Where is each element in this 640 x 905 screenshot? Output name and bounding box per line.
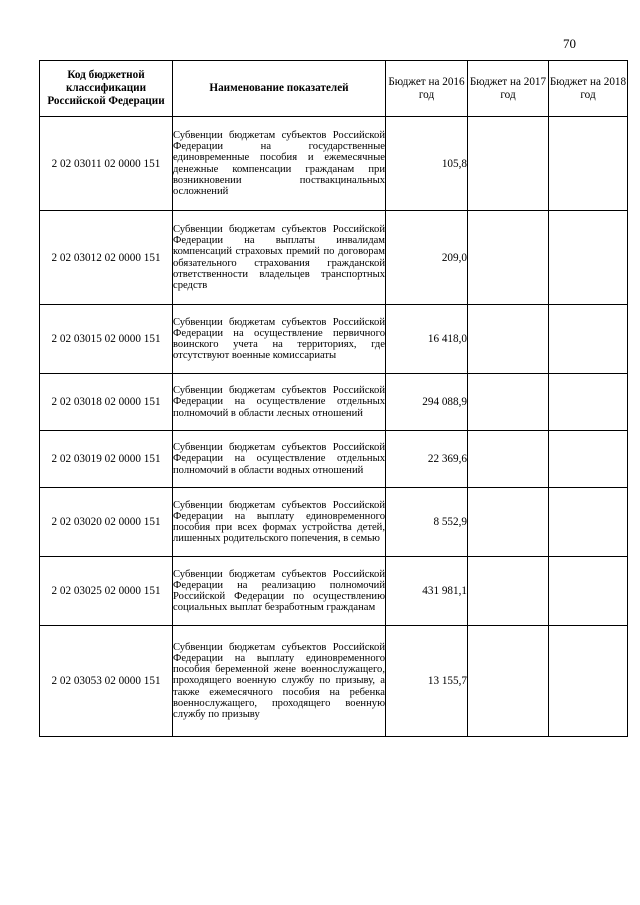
row-code: 2 02 03020 02 0000 151 [40, 488, 173, 557]
column-header-name: Наименование показателей [173, 61, 386, 117]
row-value-2017 [468, 211, 549, 305]
row-value-2017 [468, 431, 549, 488]
row-value-2017 [468, 374, 549, 431]
table-row [40, 305, 628, 374]
row-value-2016: 294 088,9 [386, 374, 468, 431]
row-value-2018 [549, 374, 628, 431]
row-code: 2 02 03053 02 0000 151 [40, 626, 173, 737]
row-value-2018 [549, 557, 628, 626]
row-value-2016: 105,8 [386, 117, 468, 211]
column-header-2016: Бюджет на 2016 год [386, 61, 468, 117]
row-value-2016: 8 552,9 [386, 488, 468, 557]
row-value-2018 [549, 488, 628, 557]
table-row [40, 557, 628, 626]
row-code: 2 02 03015 02 0000 151 [40, 305, 173, 374]
row-value-2017 [468, 305, 549, 374]
row-value-2017 [468, 557, 549, 626]
row-name: Субвенции бюджетам субъектов Российской Федерации на осуществление отдельных полномочий в области лесных отношений [173, 374, 386, 431]
row-name: Субвенции бюджетам субъектов Российской Федерации на государственные единовременные пособия и ежемесячные денежные компенсации гражданам при возникновении поствакцинальных осложнений [173, 117, 386, 211]
row-name: Субвенции бюджетам субъектов Российской Федерации на выплаты инвалидам компенсаций страховых премий по договорам обязательного страхования гражданской ответственности владельцев транспортных средств [173, 211, 386, 305]
row-value-2018 [549, 117, 628, 211]
column-header-code: Код бюджетной классификации Российской Федерации [40, 61, 173, 117]
budget-table [39, 60, 628, 737]
row-code: 2 02 03012 02 0000 151 [40, 211, 173, 305]
row-name: Субвенции бюджетам субъектов Российской Федерации на выплату единовременного пособия беременной жене военнослужащего, проходящего военную службу по призыву, а также ежемесячного пособия на ребенка военнослужащего, проходящего военную службу по призыву [173, 626, 386, 737]
row-name: Субвенции бюджетам субъектов Российской Федерации на реализацию полномочий Российской Федерации по осуществлению социальных выплат безработным гражданам [173, 557, 386, 626]
page-number: 70 [563, 36, 576, 51]
row-name: Субвенции бюджетам субъектов Российской Федерации на осуществление первичного воинского учета на территориях, где отсутствуют военные комиссариаты [173, 305, 386, 374]
row-value-2017 [468, 488, 549, 557]
row-value-2017 [468, 117, 549, 211]
row-code: 2 02 03025 02 0000 151 [40, 557, 173, 626]
row-code: 2 02 03019 02 0000 151 [40, 431, 173, 488]
row-value-2018 [549, 431, 628, 488]
row-code: 2 02 03011 02 0000 151 [40, 117, 173, 211]
table-row [40, 626, 628, 737]
row-value-2018 [549, 305, 628, 374]
table-header-row [40, 61, 628, 117]
row-value-2016: 209,0 [386, 211, 468, 305]
row-value-2018 [549, 211, 628, 305]
table-row [40, 488, 628, 557]
table-row [40, 117, 628, 211]
row-name: Субвенции бюджетам субъектов Российской Федерации на выплату единовременного пособия при всех формах устройства детей, лишенных родительского попечения, в семью [173, 488, 386, 557]
row-value-2016: 16 418,0 [386, 305, 468, 374]
table-row [40, 431, 628, 488]
row-code: 2 02 03018 02 0000 151 [40, 374, 173, 431]
row-value-2016: 22 369,6 [386, 431, 468, 488]
column-header-2017: Бюджет на 2017 год [468, 61, 549, 117]
table-row [40, 374, 628, 431]
column-header-2018: Бюджет на 2018 год [549, 61, 628, 117]
row-name: Субвенции бюджетам субъектов Российской Федерации на осуществление отдельных полномочий в области водных отношений [173, 431, 386, 488]
row-value-2017 [468, 626, 549, 737]
table-row [40, 211, 628, 305]
row-value-2016: 431 981,1 [386, 557, 468, 626]
row-value-2016: 13 155,7 [386, 626, 468, 737]
row-value-2018 [549, 626, 628, 737]
